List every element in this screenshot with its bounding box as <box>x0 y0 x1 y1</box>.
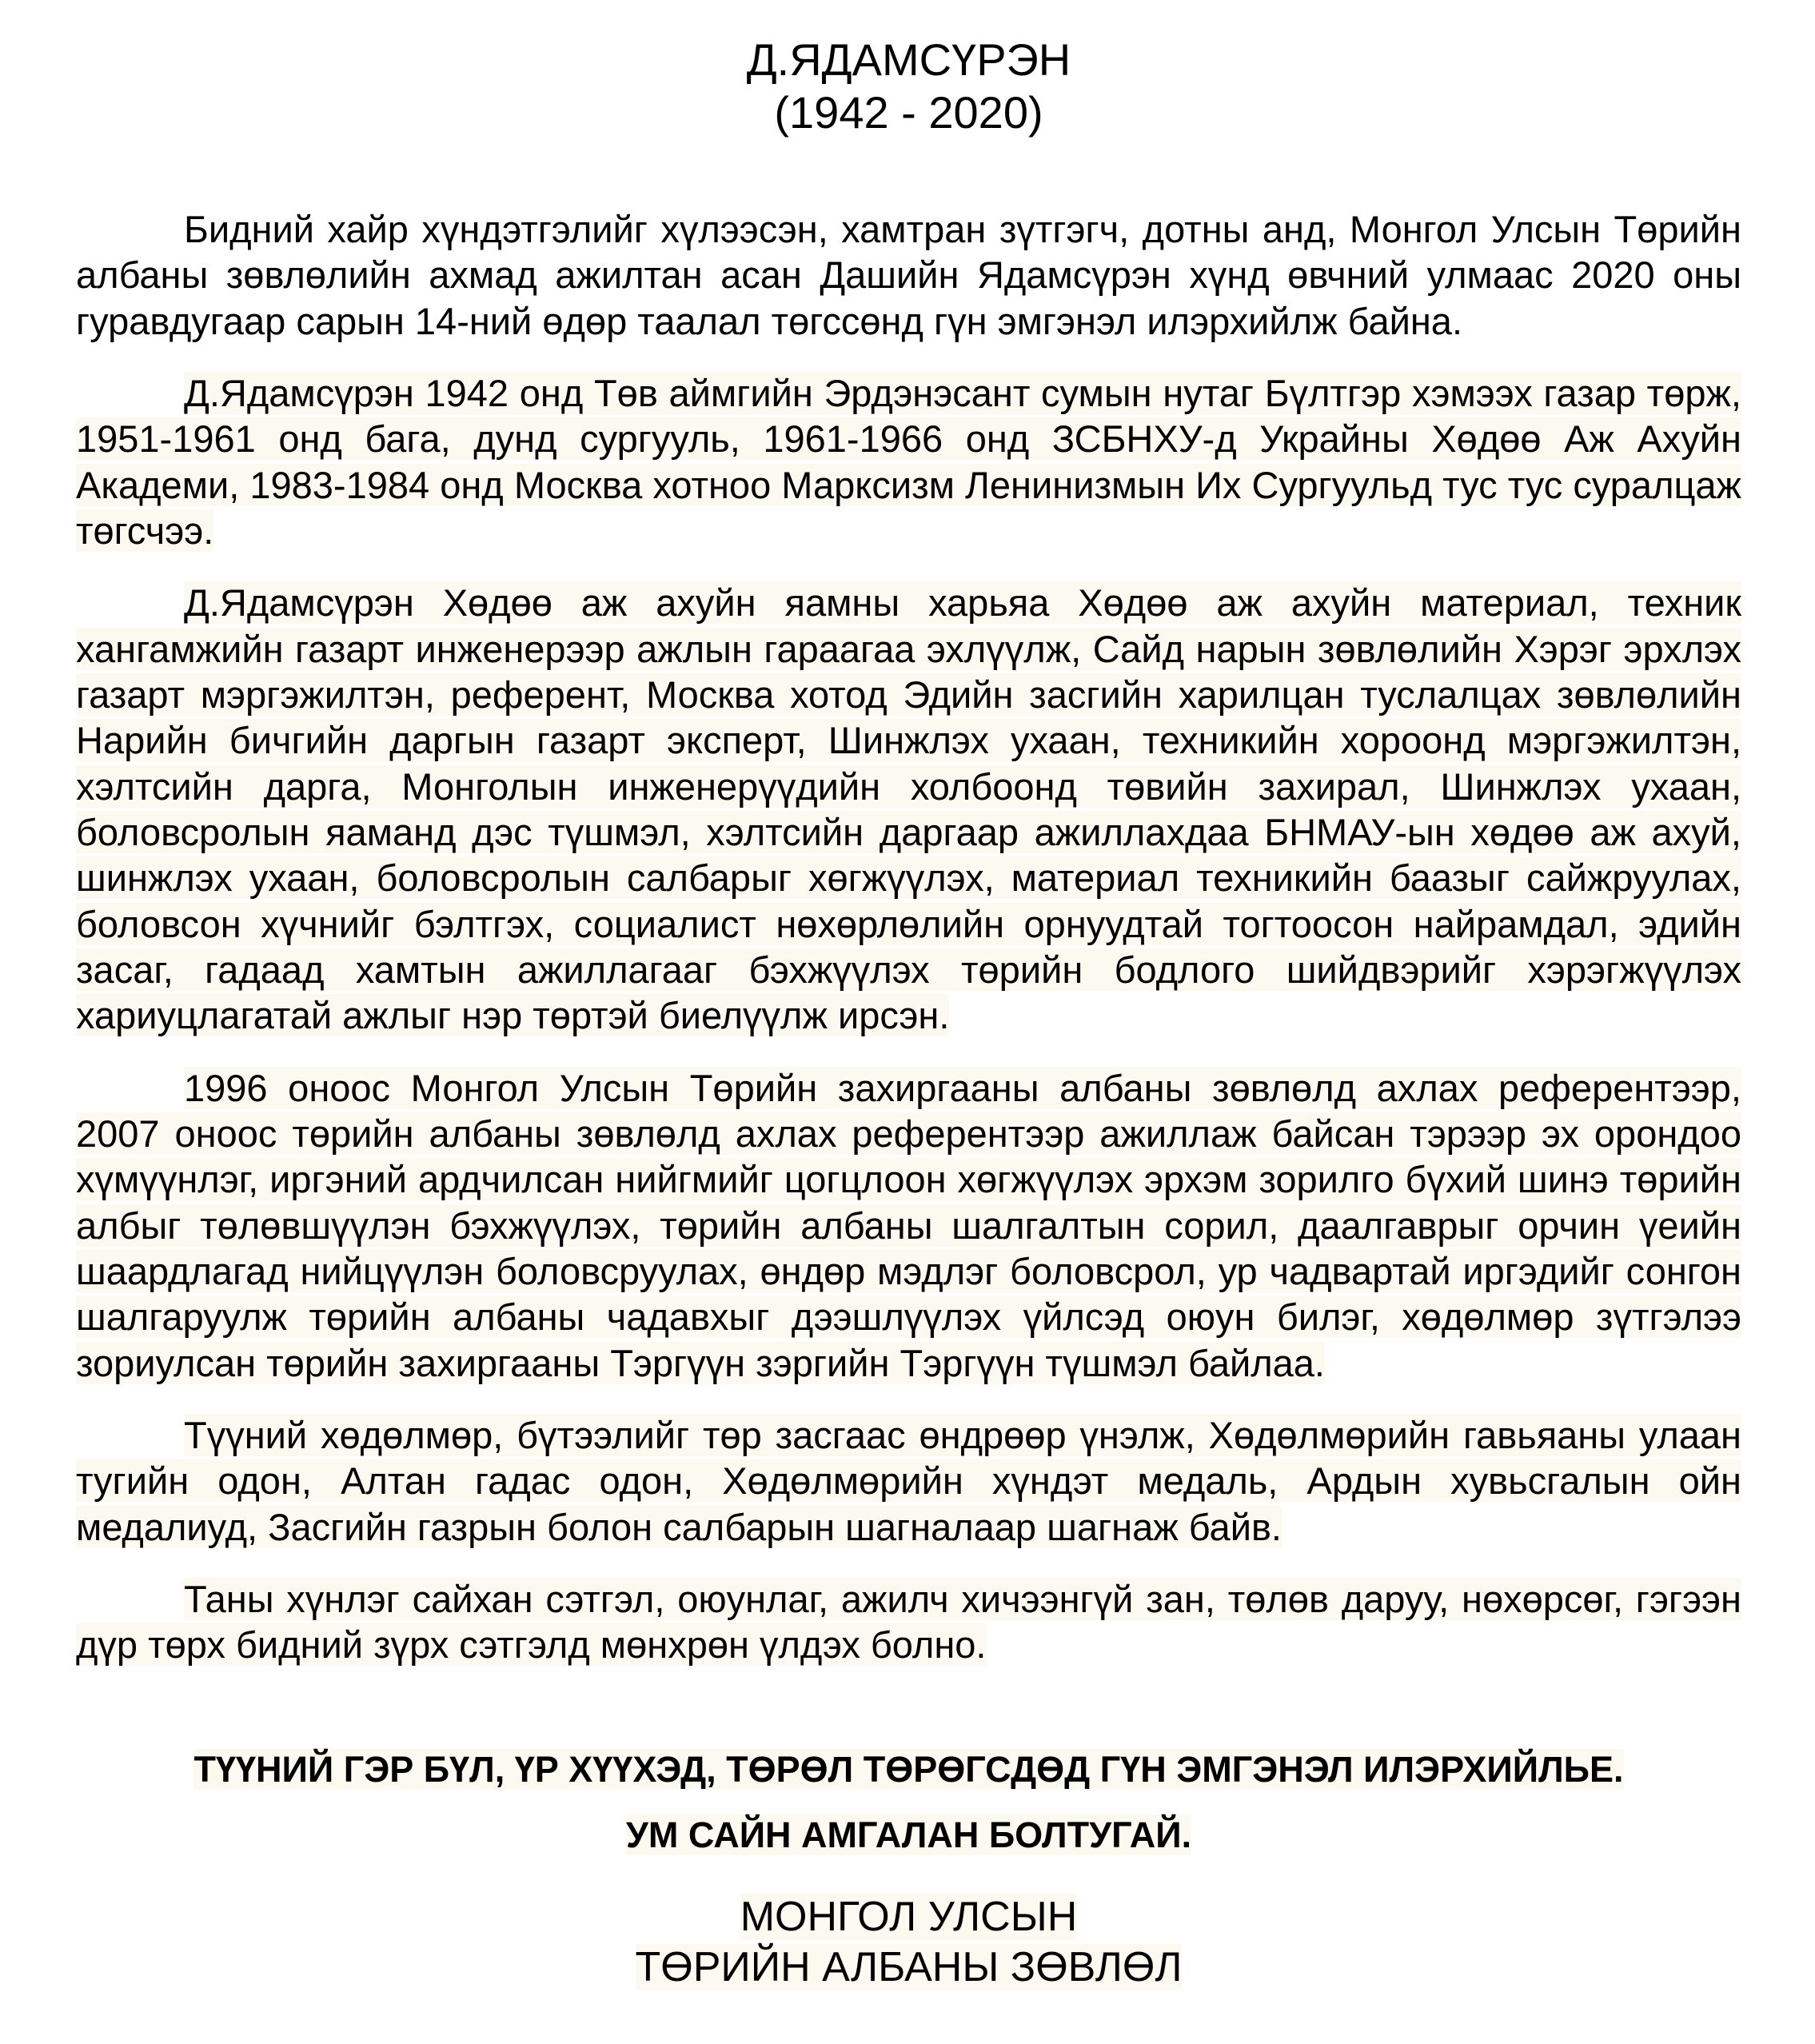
paragraph-awards <box>76 1412 1741 1550</box>
paragraph-career-history <box>76 580 1741 1038</box>
document-title-block <box>76 34 1741 138</box>
blessing-line-text: УМ САЙН АМГАЛАН БОЛТУГАЙ. <box>625 1814 1192 1855</box>
paragraph-civil-service-text: 1996 оноос Монгол Улсын Төрийн захиргааны албаны зөвлөлд ахлах референтээр, 2007 оноос төрийн албаны зөвлөлд ахлах референтээр ажиллаж байсан тэрээр эх орондоо хүмүүнлэг, иргэний ардчилсан нийгмийг цогцлоон хөгжүүлэх эрхэм зорилго бүхий шинэ төрийн албыг төлөвшүүлэн бэхжүүлэх, төрийн албаны шалгалтын сорил, даалгаврыг орчин үеийн шаардлагад нийцүүлэн боловсруулах, өндөр мэдлэг боловсрол, ур чадвартай иргэдийг сонгон шалгаруулж төрийн албаны чадавхыг дээшлүүлэх үйлсэд оюун билэг, хөдөлмөр зүтгэлээ зориулсан төрийн захиргааны Тэргүүн зэргийн Тэргүүн түшмэл байлаа. <box>76 1066 1741 1384</box>
paragraph-farewell-tribute <box>76 1576 1741 1668</box>
signature-line-country <box>76 1892 1741 1942</box>
paragraph-farewell-tribute-text: Таны хүнлэг сайхан сэтгэл, оюунлаг, ажилч хичээнгүй зан, төлөв даруу, нөхөрсөг, гэгээн дүр төрх бидний зүрх сэтгэлд мөнхрөн үлдэх болно. <box>76 1577 1741 1667</box>
deceased-name: Д.ЯДАМСҮРЭН <box>746 34 1071 85</box>
paragraph-announcement-text: Бидний хайр хүндэтгэлийг хүлээсэн, хамтран зүтгэгч, дотны анд, Монгол Улсын Төрийн албаны зөвлөлийн ахмад ажилтан асан Дашийн Ядамсүрэн хүнд өвчний улмаас 2020 оны гуравдугаар сарын 14-ний өдөр таалал төгссөнд гүн эмгэнэл илэрхийлж байна. <box>76 208 1741 342</box>
signature-line-country-text: МОНГОЛ УЛСЫН <box>740 1893 1078 1940</box>
signature-line-council-text: ТӨРИЙН АЛБАНЫ ЗӨВЛӨЛ <box>635 1943 1183 1990</box>
signature-line-council <box>76 1942 1741 1993</box>
obituary-body <box>76 206 1741 1668</box>
paragraph-civil-service <box>76 1065 1741 1386</box>
blessing-line <box>76 1814 1741 1857</box>
paragraph-career-history-text: Д.Ядамсүрэн Хөдөө аж ахуйн яамны харьяа Хөдөө аж ахуйн материал, техник хангамжийн газарт инженерээр ажлын гараагаа эхлүүлж, Сайд нарын зөвлөлийн Хэрэг эрхлэх газарт мэргэжилтэн, референт, Москва хотод Эдийн засгийн харилцан туслалцах зөвлөлийн Нарийн бичгийн даргын газарт эксперт, Шинжлэх ухаан, техникийн хороонд мэргэжилтэн, хэлтсийн дарга, Монголын инженерүүдийн холбоонд төвийн захирал, Шинжлэх ухаан, боловсролын яаманд дэс түшмэл, хэлтсийн даргаар ажиллахдаа БНМАУ-ын хөдөө аж ахуй, шинжлэх ухаан, боловсролын салбарыг хөгжүүлэх, материал техникийн баазыг сайжруулах, боловсон хүчнийг бэлтгэх, социалист нөхөрлөлийн орнуудтай тогтоосон найрамдал, эдийн засаг, гадаад хамтын ажиллагааг бэхжүүлэх төрийн бодлого шийдвэрийг хэрэгжүүлэх хариуцлагатай ажлыг нэр төртэй биелүүлж ирсэн. <box>76 581 1741 1037</box>
condolence-line <box>76 1748 1741 1791</box>
paragraph-birth-education-text: Д.Ядамсүрэн 1942 онд Төв аймгийн Эрдэнэсант сумын нутаг Бүлтгэр хэмээх газар төрж, 1951-1961 онд бага, дунд сургууль, 1961-1966 онд ЗСБНХУ-д Украйны Хөдөө Аж Ахуйн Академи, 1983-1984 онд Москва хотноо Марксизм Ленинизмын Их Сургуульд тус тус суралцаж төгсчээ. <box>76 372 1741 552</box>
paragraph-announcement <box>76 206 1741 344</box>
signature-block <box>76 1892 1741 1994</box>
life-years: (1942 - 2020) <box>774 86 1043 138</box>
paragraph-awards-text: Түүний хөдөлмөр, бүтээлийг төр засгаас өндрөөр үнэлж, Хөдөлмөрийн гавьяаны улаан тугийн одон, Алтан гадас одон, Хөдөлмөрийн хүндэт медаль, Ардын хувьсгалын ойн медалиуд, Засгийн газрын болон салбарын шагналаар шагнаж байв. <box>76 1413 1741 1548</box>
condolence-line-text: ТҮҮНИЙ ГЭР БҮЛ, ҮР ХҮҮХЭД, ТӨРӨЛ ТӨРӨГСДӨД ГҮН ЭМГЭНЭЛ ИЛЭРХИЙЛЬЕ. <box>193 1748 1624 1790</box>
paragraph-birth-education <box>76 370 1741 553</box>
